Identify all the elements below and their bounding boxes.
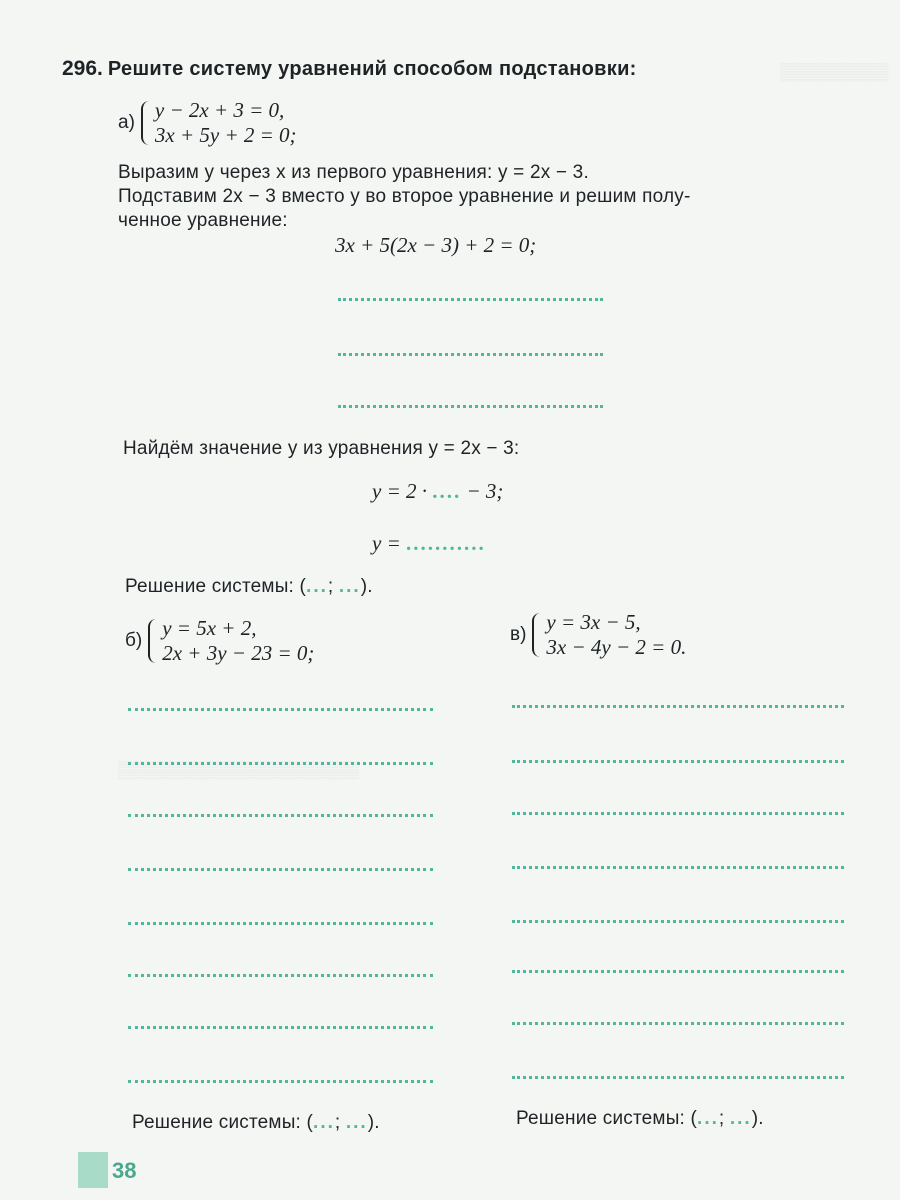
step-substitute-line1: Подставим 2x − 3 вместо y во второе уравнение и решим полу- [118,186,691,207]
step-express-y: Выразим y через x из первого уравнения: y = 2x − 3. [118,162,589,183]
blank-solution-x[interactable]: ... [313,1112,335,1133]
answer-line-b[interactable] [128,814,433,817]
solution-v: Решение системы: (...; ...). [516,1108,764,1129]
answer-line[interactable] [338,405,603,408]
part-a-label: а) [118,112,135,133]
y-result: y = ........... [372,531,486,555]
solution-a: Решение системы: (...; ...). [125,576,373,597]
answer-line-b[interactable] [128,1080,433,1083]
system-brace-icon [141,101,151,145]
system-a-eq1: y − 2x + 3 = 0, [154,98,285,122]
system-b-eq2: 2x + 3y − 23 = 0; [162,641,315,665]
blank-solution-y[interactable]: ... [338,576,361,597]
show-through-text: ▒▒▒▒▒▒▒▒▒ [780,62,889,81]
y-expression: y = 2 · .... − 3; [372,479,504,503]
problem-heading [62,56,637,82]
find-y-instruction: Найдём значение y из уравнения y = 2x − 3: [123,438,520,459]
system-v-eq2: 3x − 4y − 2 = 0. [546,635,687,659]
answer-line-v[interactable] [512,920,844,923]
system-b-eq1: y = 5x + 2, [162,616,257,640]
blank-x-value[interactable]: .... [432,479,462,503]
system-brace-icon [532,613,542,657]
problem-title: Решите систему уравнений способом подстановки: [107,58,637,80]
system-b [125,616,314,666]
answer-line-b[interactable] [128,708,433,711]
answer-line-v[interactable] [512,705,844,708]
problem-number: 296. [62,57,103,80]
answer-line-v[interactable] [512,760,844,763]
substituted-equation: 3x + 5(2x − 3) + 2 = 0; [335,233,537,257]
answer-line-b[interactable] [128,974,433,977]
blank-solution-x[interactable]: ... [697,1108,719,1129]
answer-line[interactable] [338,353,603,356]
page-number-badge [78,1152,108,1188]
answer-line-b[interactable] [128,1026,433,1029]
blank-solution-x[interactable]: ... [306,576,328,597]
blank-solution-y[interactable]: ... [345,1112,368,1133]
answer-line-v[interactable] [512,866,844,869]
page-number: 38 [112,1158,137,1183]
answer-line-b[interactable] [128,762,433,765]
answer-line-v[interactable] [512,1076,844,1079]
system-a-eq2: 3x + 5y + 2 = 0; [154,123,297,147]
step-substitute-line2: ченное уравнение: [118,210,288,231]
part-b-label: б) [125,630,143,651]
show-through-text: ▒▒▒▒▒▒▒▒▒▒▒▒▒▒▒▒▒▒▒▒ [118,760,359,779]
answer-line-v[interactable] [512,812,844,815]
system-brace-icon [148,619,158,663]
blank-solution-y[interactable]: ... [729,1108,752,1129]
answer-line[interactable] [338,298,603,301]
system-v [510,610,686,660]
system-v-eq1: y = 3x − 5, [546,610,641,634]
answer-line-v[interactable] [512,1022,844,1025]
system-a [118,98,297,148]
answer-line-v[interactable] [512,970,844,973]
answer-line-b[interactable] [128,922,433,925]
part-v-label: в) [510,624,527,645]
solution-b: Решение системы: (...; ...). [132,1112,380,1133]
blank-y-value[interactable]: ........... [406,531,486,555]
answer-line-b[interactable] [128,868,433,871]
